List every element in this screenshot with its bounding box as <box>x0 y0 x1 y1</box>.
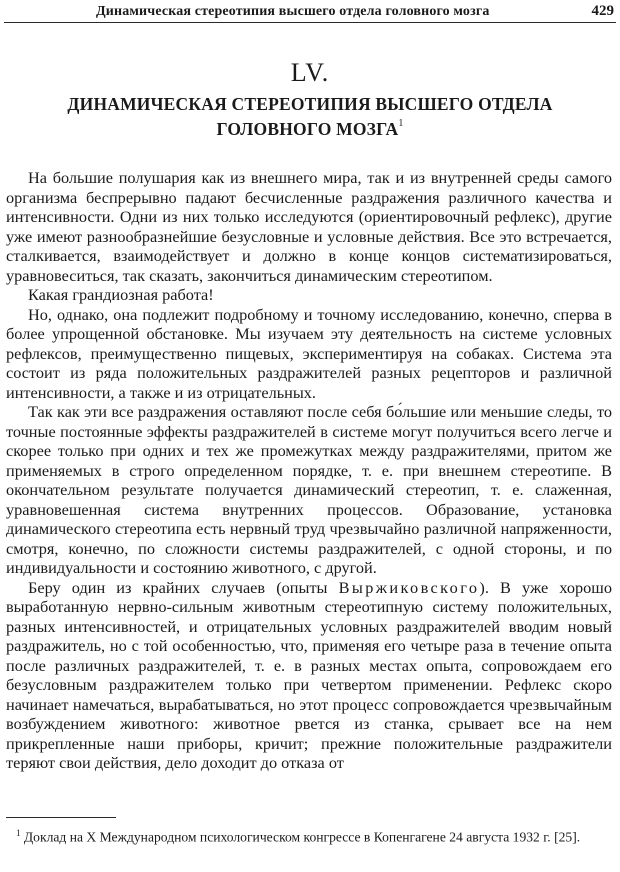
paragraph-5 <box>6 578 612 773</box>
footnote-text: Доклад на X Международном психологическом конгрессе в Копенгагене 24 августа 1932 г. [25]. <box>23 829 581 845</box>
running-title: Динамическая стереотипия высшего отдела головного мозга <box>96 4 490 19</box>
footnote-mark: 1 <box>16 828 21 838</box>
paragraph-3: Но, однако, она подлежит подробному и точному исследованию, конечно, сперва в более упрощенной обстановке. Мы изучаем эту деятельность на системе условных рефлексов, преимущественно пищевых, экспериментируя на собаках. Система эта состоит из ряда положительных раздражителей разных рецепторов и различной интенсивности, а также и из отрицательных. <box>6 304 612 402</box>
paragraph-5-start: Беру один из крайних случаев (опыты <box>28 577 339 597</box>
paragraph-2: Какая грандиозная работа! <box>28 285 214 304</box>
paragraph-4: Так как эти все раздражения оставляют после себя бо́льшие или меньшие следы, то точные постоянные эффекты раздражителей в системе могут получиться всего легче и скорее только при одних и тех же промежутках между раздражителями, притом же применяемых в строго определенном порядке, т. е. при внешнем стереотипе. В окончательном результате получается динамический стереотип, т. е. слаженная, уравновешенная система внутренних процессов. Образование, установка динамического стереотипа есть нервный труд чрезвычайно различной напряженности, смотря, конечно, по сложности системы раздражителей, с одной стороны, и по индивидуальности и состоянию животного, с другой. <box>6 402 612 577</box>
page-number: 429 <box>591 3 614 19</box>
paragraph-1: На большие полушария как из внешнего мира, так и из внутренней среды самого организма беспрерывно падают бесчисленные раздражения различного качества и интенсивности. Одни из них только исследуются (ориентировочный рефлекс), другие уже имеют разнообразнейшие безусловные и условные действия. Все это встречается, сталкивается, взаимодействует и должно в конце концов систематизироваться, уравновеситься, так сказать, закончиться динамическим стереотипом. <box>6 168 612 285</box>
chapter-title <box>40 93 580 140</box>
footnote-rule <box>6 817 116 818</box>
running-head <box>0 0 620 24</box>
paragraph-5-end: ). В уже хорошо выработанную нервно-сильным животным стереотипную систему положительных, разных интенсивностей, и отрицательных условных раздражителей вводим новый раздражитель, но с той особенностью, что, применяя его четыре раза в течение опыта после различных раздражителей, т. е. в разных местах опыта, сопровождаем его безусловным раздражителем только при четвертом применении. Рефлекс скоро начинает намечаться, вырабатываться, но этот процесс сопровождается чрезвычайным возбуждением животного: животное рвется из станка, срывает все на нем прикрепленные наши приборы, кричит; прежние положительные раздражители теряют свои действия, дело доходит до отказа от <box>6 577 612 772</box>
footnote <box>6 825 606 846</box>
header-rule <box>4 22 616 23</box>
author-name-spaced: Выржиковского <box>338 577 480 597</box>
body-text <box>6 168 612 773</box>
chapter-number: LV. <box>290 58 330 87</box>
footnote-reference[interactable]: 1 <box>398 118 404 129</box>
chapter-title-text: ДИНАМИЧЕСКАЯ СТЕРЕОТИПИЯ ВЫСШЕГО ОТДЕЛА ГОЛОВНОГО МОЗГА <box>67 94 553 139</box>
